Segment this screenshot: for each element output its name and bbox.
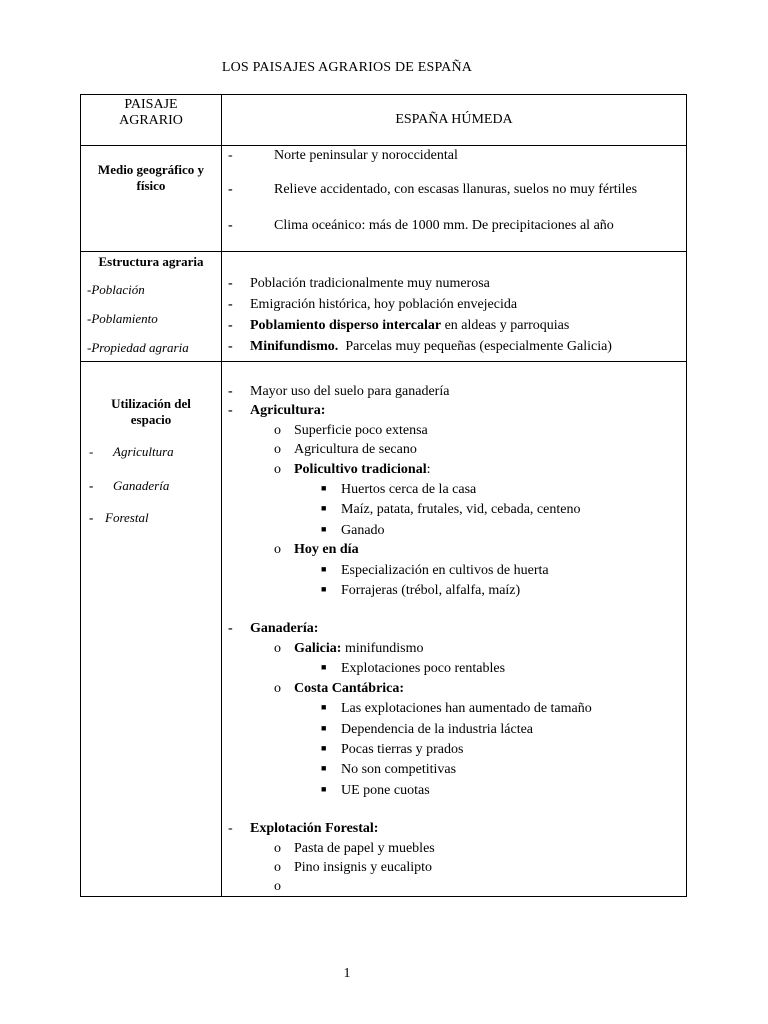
list-item: - Poblamiento disperso intercalar en aldeas y parroquias — [228, 318, 570, 333]
list-item: o — [274, 879, 281, 895]
list-item: - Relieve accidentado, con escasas llanuras, suelos no muy fértiles — [228, 182, 638, 197]
list-item: ■ Maíz, patata, frutales, vid, cebada, centeno — [321, 502, 581, 518]
list-item: - Población tradicionalmente muy numerosa — [228, 276, 490, 291]
utilizacion-label-cell — [81, 362, 222, 897]
list-item: ■ Especialización en cultivos de huerta — [321, 562, 549, 578]
header-right-label: ESPAÑA HÚMEDA — [395, 112, 513, 127]
list-item: o Superficie poco extensa — [274, 422, 428, 438]
medio-content-cell — [222, 146, 687, 252]
list-item: ■ Forrajeras (trébol, alfalfa, maíz) — [321, 583, 521, 599]
list-item: - Mayor uso del suelo para ganadería — [228, 384, 450, 399]
list-item: - Clima oceánico: más de 1000 mm. De precipitaciones al año — [228, 218, 614, 233]
row-utilizacion — [81, 362, 687, 897]
list-item: o Policultivo tradicional: — [274, 461, 431, 477]
page-number: 1 — [343, 966, 351, 981]
list-item: ■ Las explotaciones han aumentado de tamaño — [321, 701, 592, 717]
list-item: - Norte peninsular y noroccidental — [228, 148, 458, 163]
list-item: - Ganadería: — [228, 621, 319, 637]
medio-label-cell — [81, 146, 222, 252]
estructura-label-cell — [81, 252, 222, 362]
header-right-cell — [222, 95, 687, 146]
medio-label-line-2: físico — [136, 178, 166, 193]
list-item: - Emigración histórica, hoy población envejecida — [228, 297, 518, 312]
list-item: ■ Dependencia de la industria láctea — [321, 721, 534, 737]
list-item: o Costa Cantábrica: — [274, 680, 405, 696]
list-item: o Pasta de papel y muebles — [274, 840, 435, 856]
list-item: o Agricultura de secano — [274, 442, 417, 458]
list-item: ■ No son competitivas — [321, 762, 457, 778]
estructura-content-cell — [222, 252, 687, 362]
header-left-line-1: PAISAJE — [124, 97, 178, 112]
estructura-sub-poblacion: -Población — [87, 282, 145, 297]
header-left-cell — [81, 95, 222, 146]
list-item: - Agricultura: — [228, 403, 326, 419]
list-item: ■ Pocas tierras y prados — [321, 741, 464, 757]
utilizacion-sub-ganaderia: - Ganadería — [89, 478, 170, 493]
list-item: o Pino insignis y eucalipto — [274, 859, 433, 875]
estructura-sub-propiedad: -Propiedad agraria — [87, 340, 189, 355]
list-item: ■ Explotaciones poco rentables — [321, 661, 506, 677]
row-medio — [81, 146, 687, 252]
list-item: - Minifundismo. Parcelas muy pequeñas (especialmente Galicia) — [228, 339, 612, 354]
list-item: ■ Ganado — [321, 522, 385, 538]
list-item: - Explotación Forestal: — [228, 821, 379, 837]
agrarian-table — [80, 94, 687, 897]
row-estructura — [81, 252, 687, 362]
list-item: ■ Huertos cerca de la casa — [321, 482, 477, 498]
list-item: o Hoy en día — [274, 542, 359, 558]
utilizacion-sub-forestal: - Forestal — [89, 510, 149, 525]
list-item: ■ UE pone cuotas — [321, 782, 430, 798]
estructura-sub-poblamiento: -Poblamiento — [87, 311, 158, 326]
estructura-label: Estructura agraria — [98, 254, 204, 269]
table-header-row — [81, 95, 687, 146]
utilizacion-label-line-1: Utilización del — [111, 396, 191, 411]
utilizacion-label-line-2: espacio — [130, 412, 172, 427]
page-title: LOS PAISAJES AGRARIOS DE ESPAÑA — [221, 60, 473, 75]
list-item: o Galicia: minifundismo — [274, 640, 424, 656]
utilizacion-content-cell — [222, 362, 687, 897]
utilizacion-sub-agricultura: - Agricultura — [89, 444, 174, 459]
header-left-line-2: AGRARIO — [119, 113, 183, 128]
medio-label-line-1: Medio geográfico y — [97, 162, 205, 177]
